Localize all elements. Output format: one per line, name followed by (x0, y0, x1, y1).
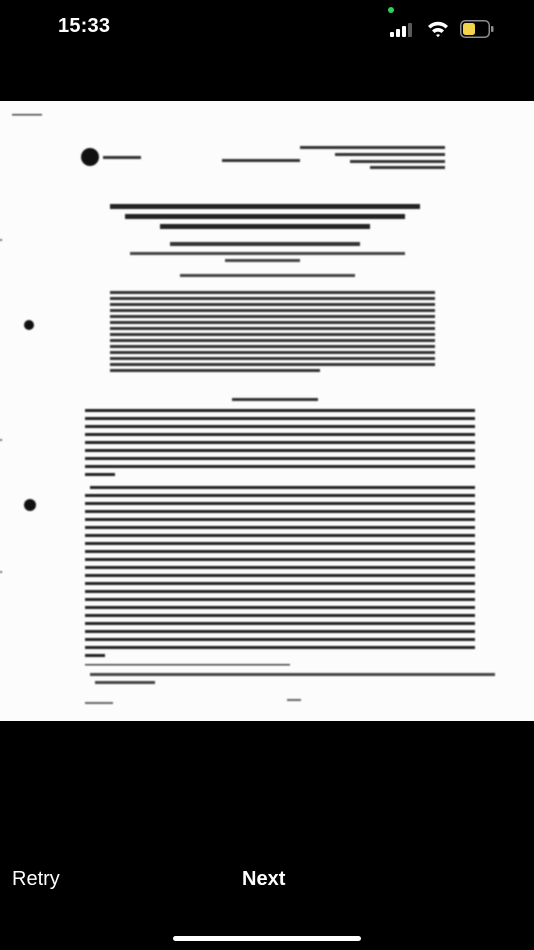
document-content (0, 101, 534, 721)
signal-icon (390, 21, 416, 37)
home-indicator[interactable] (173, 936, 361, 941)
status-time: 15:33 (58, 15, 111, 37)
battery-icon (460, 20, 494, 38)
status-bar (0, 0, 534, 60)
scan-actions-bar (0, 850, 534, 910)
next-button[interactable]: Next (242, 868, 286, 890)
wifi-icon (427, 20, 449, 38)
scanned-page-preview (0, 101, 534, 721)
privacy-indicator (388, 7, 394, 13)
retry-button[interactable]: Retry (12, 868, 60, 890)
